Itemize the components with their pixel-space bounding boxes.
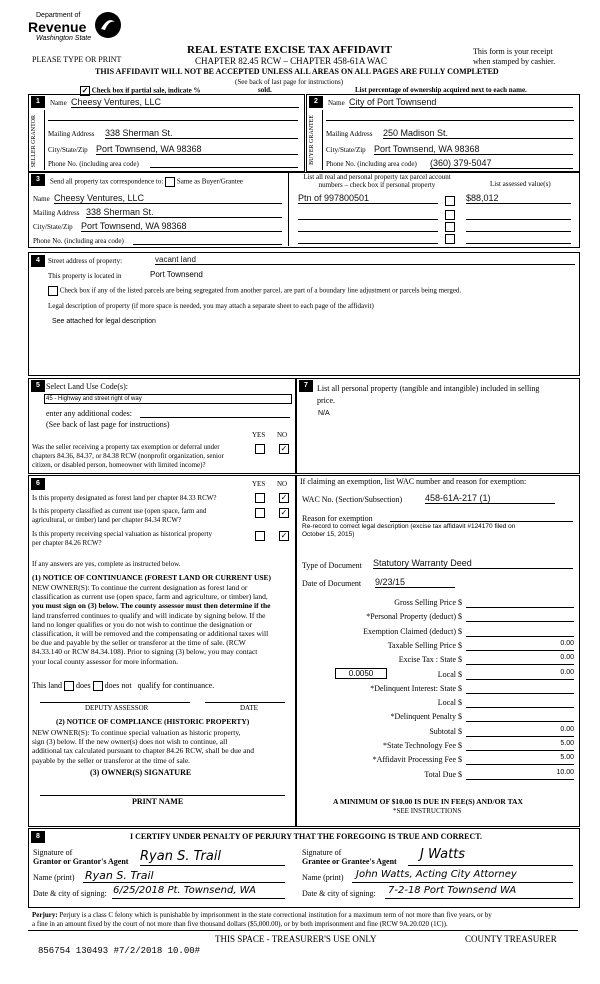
date-city-label: Date & city of signing: [33, 889, 107, 898]
tax-row-value[interactable]: 0.00 [466, 654, 574, 665]
same-as-buyer-checkbox[interactable] [165, 177, 175, 187]
personal-label2: price. [317, 396, 335, 405]
partial-sold: sold. [258, 86, 272, 94]
yes-checkbox[interactable] [255, 508, 265, 518]
correspondence-label: Send all property tax correspondence to: Same as Buyer/Grantee [50, 177, 243, 186]
land-use-code[interactable]: 45 - Highway and street right of way [44, 394, 292, 404]
buyer-city[interactable]: Port Townsend, WA 98368 [374, 144, 573, 155]
no-checkbox[interactable]: ✓ [280, 531, 288, 540]
exemption-reason: Re-record to correct legal description (excise tax affidavit #124170 filed on October 15, 2015) [302, 523, 516, 538]
corr-city[interactable]: Port Townsend, WA 98368 [81, 221, 282, 232]
wac-label: WAC No. (Section/Subsection) [302, 495, 403, 504]
section-number: 6 [31, 478, 45, 490]
if-yes: If any answers are yes, complete as instructed below. [32, 560, 181, 568]
notice-compliance: (2) NOTICE OF COMPLIANCE (HISTORIC PROPERTY) [56, 717, 250, 726]
deputy-assessor: DEPUTY ASSESSOR [85, 704, 149, 712]
land-qualify: This land does does not qualify for continuance. [32, 681, 215, 690]
legal-label: Legal description of property (if more space is needed, you may attach a separate sheet to each page of the affidavit) [48, 302, 374, 310]
grantor-sig-label1: Signature of [33, 848, 73, 857]
list-percentage: List percentage of ownership acquired next to each name. [355, 86, 527, 94]
certify-statement: I CERTIFY UNDER PENALTY OF PERJURY THAT THE FOREGOING IS TRUE AND CORRECT. [130, 832, 483, 841]
yes-checkbox[interactable] [255, 444, 265, 454]
dept-line1: Department of [36, 12, 81, 19]
tax-row-label: Taxable Selling Price $ [387, 641, 462, 650]
tax-row-label: *Delinquent Penalty $ [390, 712, 462, 721]
tax-row-label: *Affidavit Processing Fee $ [372, 755, 462, 764]
parcel-header: List all real and personal property tax parcel account numbers – check box if personal property [303, 173, 451, 189]
personal-label: List all personal property (tangible and intangible) included in selling [317, 384, 540, 393]
assessed-header: List assessed value(s) [490, 180, 551, 188]
section-number: 8 [31, 831, 45, 843]
section-number: 3 [31, 174, 45, 186]
treasurer-use: THIS SPACE - TREASURER'S USE ONLY [215, 934, 377, 944]
buyer-name-label: Name [328, 99, 345, 107]
document-type[interactable]: Statutory Warranty Deed [373, 558, 573, 569]
tax-row-label: *State Technology Fee $ [382, 741, 462, 750]
tax-row-label: Exemption Claimed (deduct) $ [363, 627, 462, 636]
perjury-notice: Perjury: Perjury is a class C felony which is punishable by imprisonment in the state correctional institution for a maximum term of not more than five years, or by a fine in an amount fixed by the court of not more than five thousand dollars ($5,000.00), or by both imprisonment and fine (RCW 9A.20.020 (1C)). [32, 911, 492, 928]
receipt-line2: when stamped by cashier. [473, 57, 556, 66]
yes-checkbox[interactable] [255, 531, 265, 541]
seller-city[interactable]: Port Townsend, WA 98368 [96, 144, 298, 155]
seller-phone-label: Phone No. (including area code) [48, 160, 139, 168]
grantor-date-city[interactable]: 6/25/2018 Pt. Townsend, WA [113, 885, 256, 896]
minimum-due: A MINIMUM OF $10.00 IS DUE IN FEE(S) AND/OR TAX [333, 797, 523, 806]
tax-row-value[interactable] [466, 597, 574, 608]
segregate-checkbox[interactable] [48, 286, 58, 296]
continuance-text: NEW OWNER(S): To continue the current designation as forest land or classification as current use (open space, farm and agriculture, or timber) land, you must sign on (3) below. The county assessor must then determine if the land transferred continues to qualify and will indicate by signing below. If the land no longer qualifies or you do not wish to continue the designation or classification, it will be removed and the compensating or additional taxes will be due and payable by the seller or transferor at the time of sale. (RCW 84.33.140 or RCW 84.34.108). Prior to signing (3) below, you may contact your local county assessor for more information. [32, 583, 271, 666]
corr-phone-label: Phone No. (including area code) [33, 237, 124, 245]
section-number: 1 [31, 96, 45, 108]
see-back-5: (See back of last page for instructions) [46, 420, 170, 429]
personal-property-checkbox[interactable] [445, 234, 455, 244]
exemption-question: Was the seller receiving a property tax exemption or deferral under chapters 84.36, 84.37, or 84.38 RCW (nonprofit organization, senior citizen, or disabled person, homeowner with limited income)? [32, 443, 224, 469]
buyer-city-label: City/State/Zip [326, 146, 366, 154]
forest-question: Is this property designated as forest land per chapter 84.33 RCW? [32, 494, 217, 502]
exemption-label: If claiming an exemption, list WAC number and reason for exemption: [300, 477, 527, 486]
treasurer-stamp: 856754 130493 #7/2/2018 10.00# [38, 946, 201, 956]
section-number: 7 [299, 380, 313, 392]
personal-property-checkbox[interactable] [445, 196, 455, 206]
tax-row-label: Excise Tax : State $ [398, 655, 462, 664]
yes-header: YES [252, 480, 266, 488]
grantee-name[interactable]: John Watts, Acting City Attorney [356, 869, 517, 880]
corr-name-label: Name [33, 195, 50, 203]
tax-row-label: Local $ [437, 698, 462, 707]
doc-date-label: Date of Document [302, 579, 362, 588]
notice-continuance: (1) NOTICE OF CONTINUANCE (FOREST LAND OR CURRENT USE) [32, 573, 272, 582]
tax-row-value[interactable]: 0.00 [466, 726, 574, 737]
personal-property-checkbox[interactable] [445, 210, 455, 220]
reason-label: Reason for exemption [302, 514, 373, 523]
corr-city-label: City/State/Zip [33, 223, 73, 231]
tax-row-label: *Delinquent Interest: State $ [370, 684, 462, 693]
yes-checkbox[interactable] [255, 493, 265, 503]
date-city-label: Date & city of signing: [302, 889, 376, 898]
no-header: NO [277, 480, 288, 488]
located-label: This property is located in [48, 272, 122, 280]
tax-row-label: Local $ [437, 670, 462, 679]
tax-row-value[interactable]: 0.00 [466, 640, 574, 651]
dept-logo-text: Revenue [28, 19, 87, 35]
seller-address[interactable]: 338 Sherman St. [105, 128, 298, 139]
seller-name[interactable]: Cheesy Ventures, LLC [71, 97, 299, 108]
print-name-label: PRINT NAME [132, 797, 184, 806]
seller-name-label: Name [50, 99, 67, 107]
street-address[interactable]: vacant land [155, 255, 575, 265]
grantee-agent-label: Grantee or Grantee's Agent [302, 857, 397, 866]
personal-value: N/A [318, 410, 330, 417]
historic-question: Is this property receiving special valuation as historical property per chapter 84.26 RCW? [32, 530, 213, 547]
grantor-name[interactable]: Ryan S. Trail [85, 869, 154, 882]
tax-row-value[interactable]: 10.00 [466, 769, 574, 780]
form-warning: THIS AFFIDAVIT WILL NOT BE ACCEPTED UNLESS ALL AREAS ON ALL PAGES ARE FULLY COMPLETED [95, 67, 499, 76]
grantor-signature[interactable]: Ryan S. Trail [140, 849, 222, 864]
grantee-sig-label1: Signature of [302, 848, 342, 857]
no-checkbox[interactable]: ✓ [280, 444, 288, 453]
tax-row-value[interactable] [466, 683, 574, 694]
no-header: NO [277, 431, 288, 439]
property-section [28, 252, 580, 376]
county-treasurer: COUNTY TREASURER [465, 934, 557, 944]
tax-row-label: Gross Selling Price $ [394, 598, 462, 607]
tax-row-label: Subtotal $ [429, 727, 462, 736]
date-label: DATE [240, 704, 258, 712]
doc-type-label: Type of Document [302, 561, 362, 570]
form-chapter: CHAPTER 82.45 RCW – CHAPTER 458-61A WAC [195, 56, 387, 66]
seller-addr-label: Mailing Address [48, 130, 95, 138]
tax-row-value[interactable]: 5.00 [466, 754, 574, 765]
buyer-name[interactable]: City of Port Townsend [349, 97, 573, 108]
partial-sale-checkbox[interactable]: ✓ [81, 86, 89, 95]
tax-row-value[interactable]: 0.00 [466, 669, 574, 680]
tax-row-value[interactable] [466, 611, 574, 622]
see-back-top: (See back of last page for instructions) [235, 78, 344, 86]
section-number: 4 [31, 255, 45, 267]
does-not-checkbox[interactable] [93, 681, 103, 691]
form-title: REAL ESTATE EXCISE TAX AFFIDAVIT [187, 44, 392, 56]
name-print-label: Name (print) [302, 873, 344, 882]
buyer-vlabel: BUYER GRANTEE [309, 115, 315, 165]
buyer-phone-label: Phone No. (including area code) [326, 160, 417, 168]
yes-header: YES [252, 431, 266, 439]
tax-row-value[interactable] [466, 711, 574, 722]
buyer-phone[interactable]: (360) 379-5047 [430, 158, 573, 169]
owner-signature-label: (3) OWNER(S) SIGNATURE [90, 768, 192, 777]
corr-address[interactable]: 338 Sherman St. [86, 207, 282, 218]
local-rate[interactable]: 0.0050 [335, 668, 387, 679]
additional-codes: enter any additional codes: [46, 409, 132, 418]
assessed-value[interactable]: $88,012 [466, 193, 571, 204]
section-number: 2 [309, 96, 323, 108]
seller-city-label: City/State/Zip [48, 146, 88, 154]
tax-row-label: Total Due $ [424, 770, 462, 779]
name-print-label: Name (print) [33, 873, 75, 882]
dept-logo-icon [93, 10, 123, 40]
legal-description: See attached for legal description [52, 318, 156, 325]
partial-sale: ✓ Check box if partial sale, indicate % [81, 86, 201, 95]
receipt-line1: This form is your receipt [473, 47, 553, 56]
street-label: Street address of property: [48, 257, 123, 265]
tax-row-value[interactable] [466, 697, 574, 708]
tax-row-label: *Personal Property (deduct) $ [366, 612, 462, 621]
wac-number[interactable]: 458-61A-217 (1) [425, 493, 555, 504]
corr-name[interactable]: Cheesy Ventures, LLC [54, 193, 282, 204]
does-checkbox[interactable] [64, 681, 74, 691]
corr-addr-label: Mailing Address [33, 209, 80, 217]
compliance-text: NEW OWNER(S): To continue special valuation as historic property, sign (3) below. If the new owner(s) does not wish to continue, all additional tax calculated pursuant to chapter 84.26 RCW, shall be due and payable by the seller or transferor at the time of sale. [32, 728, 254, 765]
no-checkbox[interactable]: ✓ [280, 508, 288, 517]
buyer-address[interactable]: 250 Madison St. [383, 128, 573, 139]
seller-vlabel: SELLER GRANTOR [31, 115, 37, 168]
grantee-signature[interactable]: J Watts [420, 847, 466, 862]
buyer-addr-label: Mailing Address [326, 130, 373, 138]
grantor-agent-label: Grantor or Grantor's Agent [33, 857, 129, 866]
no-checkbox[interactable]: ✓ [280, 493, 288, 502]
section-number: 5 [31, 380, 45, 392]
land-use-label: Select Land Use Code(s): [46, 382, 128, 391]
see-instructions: *SEE INSTRUCTIONS [393, 807, 462, 815]
tax-row-value[interactable] [466, 626, 574, 637]
segregate-row: Check box if any of the listed parcels are being segregated from another parcel, are part of a boundary line adjustment or parcels being merged. [48, 286, 461, 296]
document-date[interactable]: 9/23/15 [375, 577, 455, 588]
dept-line3: Washington State [36, 35, 92, 42]
located-city: Port Townsend [150, 270, 203, 279]
parcel-number[interactable]: Ptn of 997800501 [298, 193, 438, 204]
personal-property-checkbox[interactable] [445, 222, 455, 232]
please-type: PLEASE TYPE OR PRINT [32, 55, 122, 64]
tax-row-value[interactable]: 5.00 [466, 740, 574, 751]
current-use-question: Is this property classified as current use (open space, farm and agricultural, or timber) land per chapter 84.34 RCW? [32, 507, 207, 524]
grantee-date-city[interactable]: 7-2-18 Port Townsend WA [388, 885, 517, 896]
